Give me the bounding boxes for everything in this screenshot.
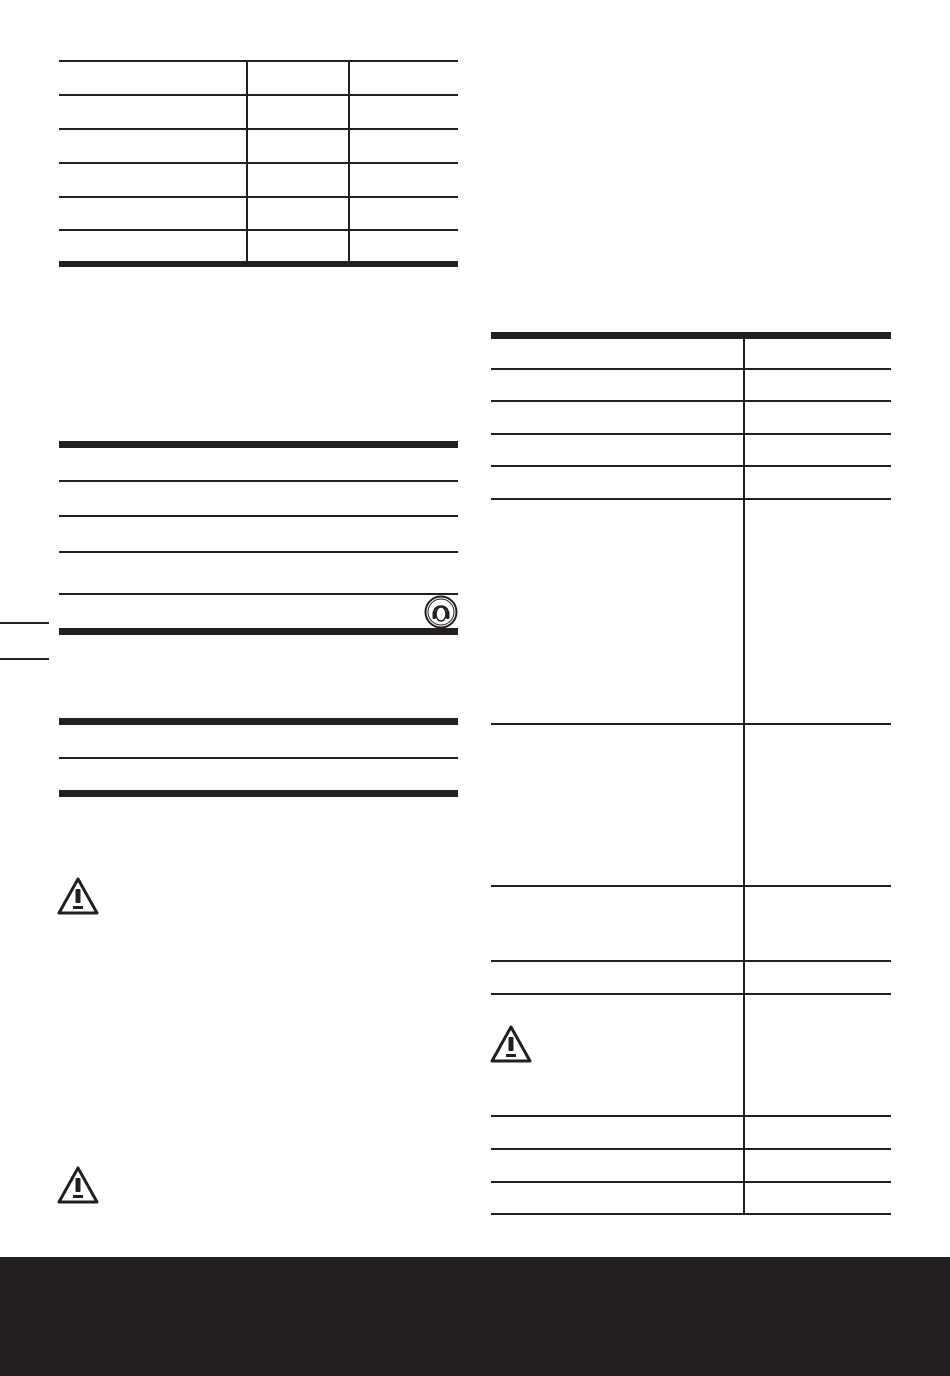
table-bottom-rule <box>59 261 458 267</box>
ear-protection-icon <box>424 595 458 629</box>
table-rule <box>59 196 458 198</box>
page-footer-band <box>0 1257 950 1376</box>
table-rule <box>491 993 891 995</box>
warning-triangle-icon <box>56 876 100 916</box>
table-top-rule <box>491 332 891 339</box>
table-rule <box>59 229 458 231</box>
table-rule <box>491 400 891 402</box>
table-top-rule <box>59 718 458 725</box>
table-column-divider <box>246 60 248 262</box>
table-rule <box>491 465 891 467</box>
table-rule <box>59 94 458 96</box>
warning-triangle-icon <box>56 1165 100 1205</box>
table-rule <box>491 885 891 887</box>
table-rule <box>491 433 891 435</box>
table-rule <box>59 480 458 482</box>
table-column-divider <box>743 336 745 1215</box>
table-column-divider <box>348 60 350 262</box>
table-rule <box>491 1115 891 1117</box>
table-rule <box>491 1148 891 1150</box>
table-rule <box>59 60 458 62</box>
warning-triangle-icon <box>489 1024 533 1064</box>
table-rule <box>59 757 458 759</box>
table-rule <box>59 162 458 164</box>
table-rule <box>491 368 891 370</box>
table-rule <box>59 128 458 130</box>
margin-tab-rule <box>0 658 49 660</box>
table-bottom-rule <box>59 628 458 635</box>
table-top-rule <box>59 441 458 448</box>
table-rule <box>59 515 458 517</box>
table-rule <box>59 593 458 595</box>
table-bottom-rule <box>491 1213 891 1215</box>
table-rule <box>491 1181 891 1183</box>
table-bottom-rule <box>59 790 458 797</box>
table-rule <box>59 551 458 553</box>
table-rule <box>491 723 891 725</box>
margin-tab-rule <box>0 622 49 624</box>
table-rule <box>491 498 891 500</box>
table-rule <box>491 960 891 962</box>
